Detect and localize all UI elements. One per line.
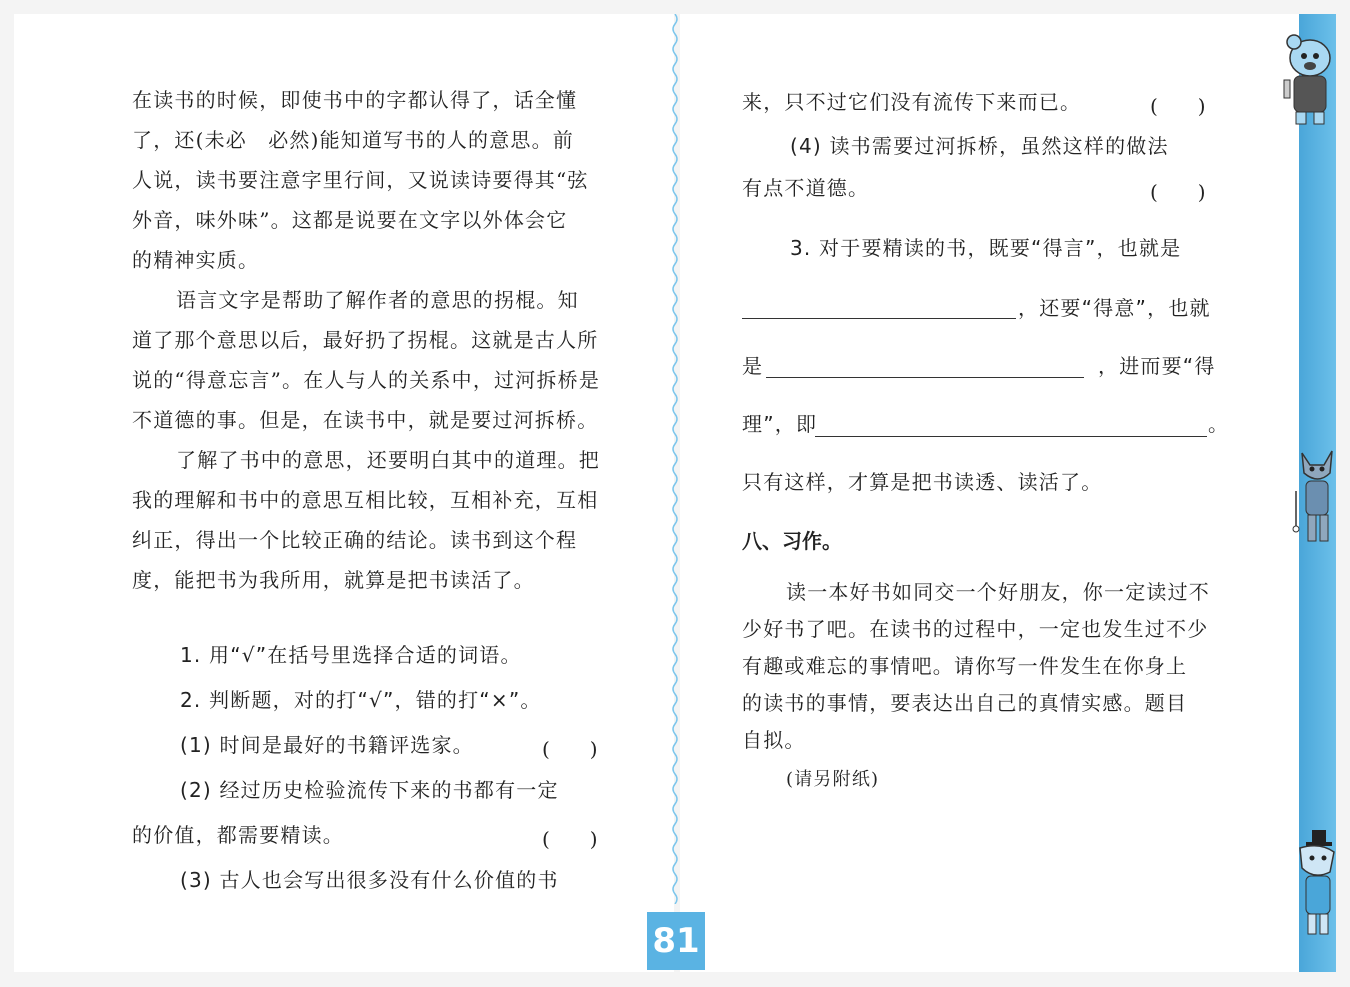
question-3-line5: 只有这样，才算是把书读透、读活了。: [742, 470, 1103, 494]
para1-line3: 人说，读书要注意字里行间，又说读诗要得其“弦: [132, 168, 589, 192]
para3-line2: 我的理解和书中的意思互相比较，互相补充，互相: [132, 488, 599, 512]
question-3-line1: 3. 对于要精读的书，既要“得言”，也就是: [790, 236, 1182, 260]
para3-line3: 纠正，得出一个比较正确的结论。读书到这个程: [132, 528, 578, 552]
cartoon-wolf-icon: [1288, 445, 1340, 550]
para3-line4: 度，能把书为我所用，就算是把书读活了。: [132, 568, 535, 592]
question-2-2-cont: 的价值，都需要精读。: [132, 823, 344, 847]
essay-line2: 少好书了吧。在读书的过程中，一定也发生过不少: [742, 617, 1209, 641]
fill-blank-3[interactable]: [815, 436, 1207, 437]
para2-line3: 说的“得意忘言”。在人与人的关系中，过河拆桥是: [132, 368, 601, 392]
para2-line2: 道了那个意思以后，最好扔了拐棍。这就是古人所: [132, 328, 599, 352]
para1-line5: 的精神实质。: [132, 248, 260, 272]
answer-paren[interactable]: ( ): [1150, 180, 1206, 204]
answer-paren[interactable]: ( ): [1150, 94, 1206, 118]
question-3-line3-prefix: 是: [742, 354, 764, 378]
question-2-4: (4) 读书需要过河拆桥，虽然这样的做法: [790, 134, 1169, 158]
essay-line4: 的读书的事情，要表达出自己的真情实感。题目: [742, 691, 1188, 715]
question-3-line4-prefix: 理”，即: [742, 412, 818, 436]
question-2-1: (1) 时间是最好的书籍评选家。: [180, 733, 474, 757]
question-2-3-cont: 来，只不过它们没有流传下来而已。: [742, 90, 1082, 114]
para2-line4: 不道德的事。但是，在读书中，就是要过河拆桥。: [132, 408, 599, 432]
page-number: 81: [647, 912, 705, 970]
para1-line4: 外音，味外味”。这都是说要在文字以外体会它: [132, 208, 568, 232]
question-3-line4-suffix: 。: [1208, 412, 1230, 436]
question-3-line2: ，还要“得意”，也就: [1018, 296, 1211, 320]
cartoon-fox-icon: [1290, 828, 1340, 938]
essay-line3: 有趣或难忘的事情吧。请你写一件发生在你身上: [742, 654, 1188, 678]
page-spine-wave: [669, 14, 681, 904]
essay-line1: 读一本好书如同交一个好朋友，你一定读过不: [786, 580, 1210, 604]
fill-blank-2[interactable]: [766, 377, 1084, 378]
fill-blank-1[interactable]: [742, 318, 1016, 319]
question-2: 2. 判断题，对的打“√”，错的打“×”。: [180, 688, 542, 712]
question-1: 1. 用“√”在括号里选择合适的词语。: [180, 643, 522, 667]
answer-paren[interactable]: ( ): [542, 827, 598, 851]
attach-paper-note: (请另附纸): [786, 769, 880, 790]
para3-line1: 了解了书中的意思，还要明白其中的道理。把: [176, 448, 600, 472]
question-2-4-cont: 有点不道德。: [742, 176, 870, 200]
question-3-line3-suffix: ，进而要“得: [1098, 354, 1216, 378]
para1-line2: 了，还(未必 必然)能知道写书的人的意思。前: [132, 128, 575, 152]
essay-line5: 自拟。: [742, 728, 806, 752]
question-2-3: (3) 古人也会写出很多没有什么价值的书: [180, 868, 559, 892]
section-heading-8: 八、习作。: [742, 529, 842, 553]
para1-line1: 在读书的时候，即使书中的字都认得了，话全懂: [132, 88, 578, 112]
question-2-2: (2) 经过历史检验流传下来的书都有一定: [180, 778, 559, 802]
answer-paren[interactable]: ( ): [542, 737, 598, 761]
cartoon-bear-icon: [1278, 28, 1338, 128]
para2-line1: 语言文字是帮助了解作者的意思的拐棍。知: [176, 288, 579, 312]
